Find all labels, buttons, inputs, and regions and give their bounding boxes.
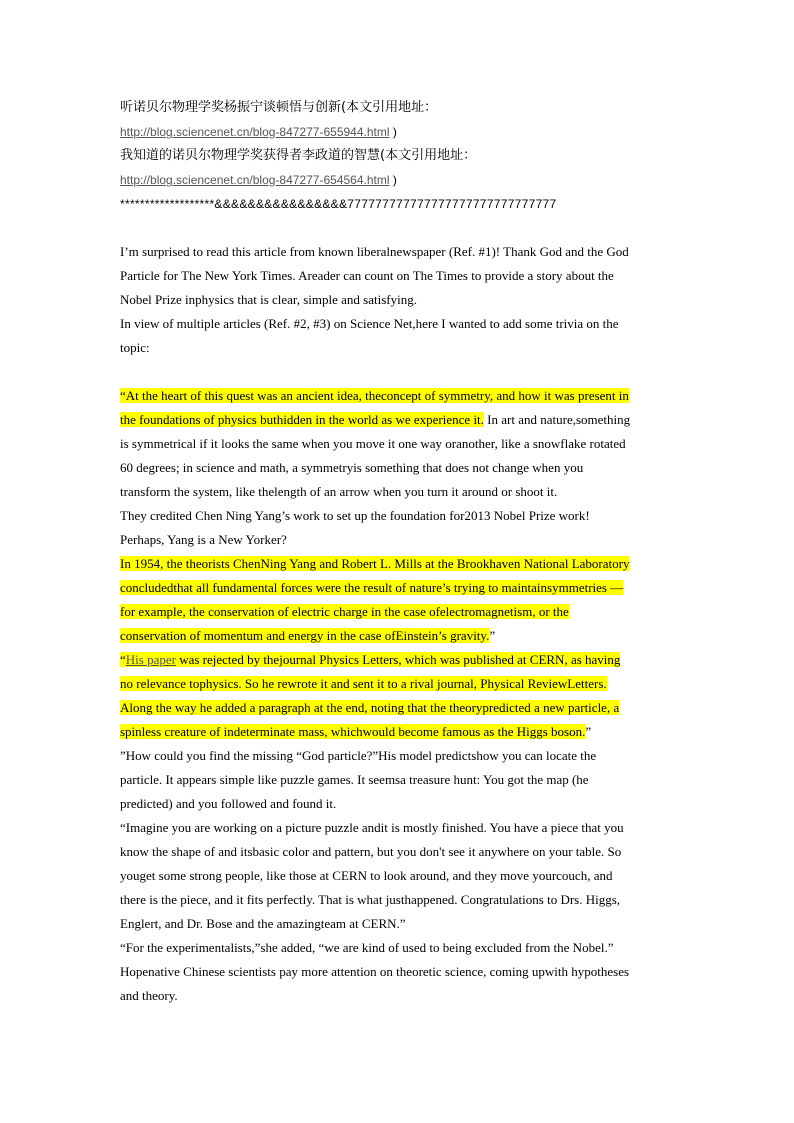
quote-line [120, 624, 676, 648]
paragraph-line: ”How could you find the missing “God particle?”His model predictshow you can locate the [120, 748, 597, 763]
quote-line [120, 576, 676, 600]
quote-line [120, 384, 676, 408]
quote-line [120, 696, 676, 720]
quote-line: is symmetrical if it looks the same when you move it one way oranother, like a snowflake rotated [120, 436, 626, 451]
paragraph-line: Perhaps, Yang is a New Yorker? [120, 532, 287, 547]
separator-line: *******************&&&&&&&&&&&&&&&&777777777777777777777777777777 [120, 197, 557, 211]
paragraph-line: youget some strong people, like those at CERN to look around, and they move yourcouch, and [120, 868, 613, 883]
paragraph-line: know the shape of and itsbasic color and pattern, but you don't see it anywhere on your table. So [120, 844, 622, 859]
ref-title-2: 我知道的诺贝尔物理学奖获得者李政道的智慧(本文引用地址： [120, 148, 477, 163]
highlighted-text: no relevance tophysics. So he rewrote it and sent it to a rival journal, Physical ReviewLetters. [120, 676, 607, 691]
paragraph-line: They credited Chen Ning Yang’s work to set up the foundation for2013 Nobel Prize work! [120, 508, 590, 523]
quote-text: was rejected by thejournal Physics Letters, which was published at CERN, as having [175, 652, 621, 667]
ref-close-2: ) [389, 173, 397, 187]
highlighted-text: concludedthat all fundamental forces were the result of nature’s trying to maintainsymmetries — [120, 580, 624, 595]
paragraph-line: and theory. [120, 988, 178, 1003]
paragraph-line: I’m surprised to read this article from known liberalnewspaper (Ref. #1)! Thank God and the God [120, 244, 629, 259]
quote-text: In art and nature,something [483, 412, 631, 427]
paragraph-line: predicted) and you followed and found it. [120, 796, 337, 811]
ref-url-line-1 [120, 120, 676, 144]
quote-line [120, 648, 676, 672]
paragraph-line: topic: [120, 340, 150, 355]
quote-close: ” [585, 724, 592, 739]
highlighted-text [120, 652, 620, 667]
paragraph-line: there is the piece, and it fits perfectly. That is what justhappened. Congratulations to Drs. Higgs, [120, 892, 621, 907]
quote-line: 60 degrees; in science and math, a symmetryis something that does not change when you [120, 460, 584, 475]
quote-close: ” [489, 628, 496, 643]
paragraph-line: Hopenative Chinese scientists pay more attention on theoretic science, coming upwith hypotheses [120, 964, 630, 979]
paragraph-line: “Imagine you are working on a picture puzzle andit is mostly finished. You have a piece that you [120, 820, 624, 835]
quote-line [120, 720, 676, 744]
highlighted-text: conservation of momentum and energy in the case ofEinstein’s gravity. [120, 628, 490, 643]
ref-link-2[interactable]: http://blog.sciencenet.cn/blog-847277-654564.html [120, 173, 390, 187]
ref-close-1: ) [389, 125, 397, 139]
highlighted-text: the foundations of physics buthidden in the world as we experience it. [120, 412, 484, 427]
ref-line-2 [120, 144, 676, 168]
ref-line-1 [120, 96, 676, 120]
ref-title-1: 听诺贝尔物理学奖杨振宁谈顿悟与创新(本文引用地址： [120, 100, 438, 115]
quote-line: transform the system, like thelength of an arrow when you turn it around or shoot it. [120, 484, 558, 499]
highlighted-text: spinless creature of indeterminate mass, whichwould become famous as the Higgs boson. [120, 724, 586, 739]
his-paper-link[interactable]: His paper [125, 652, 176, 667]
ref-url-line-2 [120, 168, 676, 192]
paragraph-line: Englert, and Dr. Bose and the amazingteam at CERN.” [120, 916, 406, 931]
quote-line [120, 552, 676, 576]
highlighted-text: “At the heart of this quest was an ancient idea, theconcept of symmetry, and how it was present in [120, 388, 629, 403]
quote-line [120, 672, 676, 696]
quote-line [120, 600, 676, 624]
paragraph-line: particle. It appears simple like puzzle games. It seemsa treasure hunt: You got the map (he [120, 772, 589, 787]
highlighted-text: Along the way he added a paragraph at the end, noting that the theorypredicted a new particle, a [120, 700, 620, 715]
highlighted-text: In 1954, the theorists ChenNing Yang and Robert L. Mills at the Brookhaven National Laboratory [120, 556, 630, 571]
quote-line [120, 408, 676, 432]
highlighted-text: for example, the conservation of electric charge in the case ofelectromagnetism, or the [120, 604, 569, 619]
paragraph-line: Nobel Prize inphysics that is clear, simple and satisfying. [120, 292, 417, 307]
document-body [120, 96, 676, 1008]
quote-open: “ [120, 652, 126, 667]
paragraph-line: In view of multiple articles (Ref. #2, #3) on Science Net,here I wanted to add some trivia on the [120, 316, 619, 331]
paragraph-line: “For the experimentalists,”she added, “we are kind of used to being excluded from the Nobel.” [120, 940, 614, 955]
paragraph-line: Particle for The New York Times. Areader can count on The Times to provide a story about the [120, 268, 614, 283]
ref-link-1[interactable]: http://blog.sciencenet.cn/blog-847277-655944.html [120, 125, 390, 139]
